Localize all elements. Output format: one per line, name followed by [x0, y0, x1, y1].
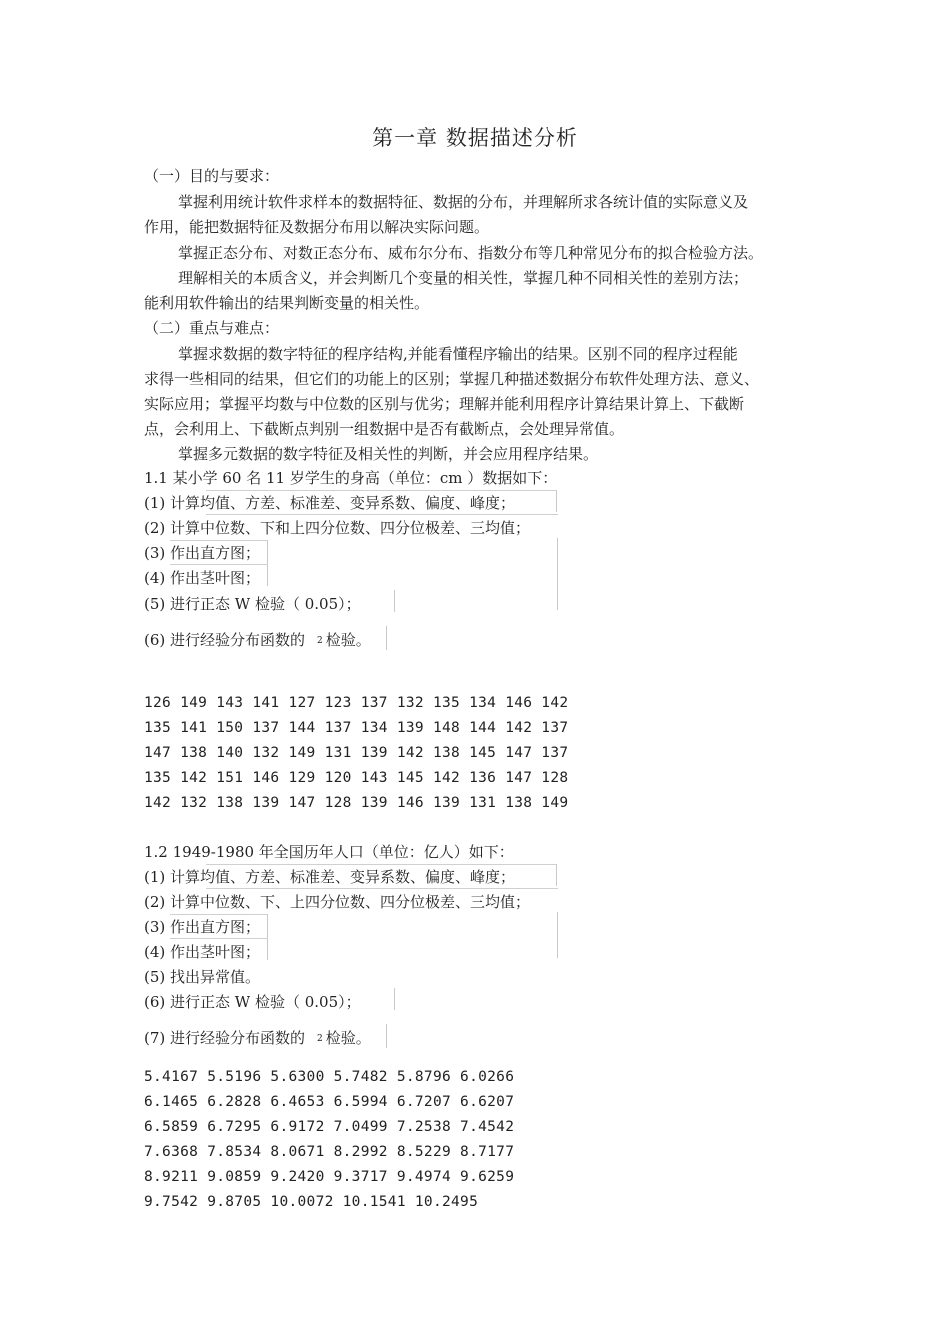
exercise-2-heading: 1.2 1949-1980 年全国历年人口（单位：亿人）如下：: [144, 843, 514, 861]
task-text: (7) 进行经验分布函数的: [144, 1029, 306, 1047]
data-row: 8.9211 9.0859 9.2420 9.3717 9.4974 9.6259: [144, 1169, 515, 1185]
scan-line: [394, 590, 395, 612]
scan-line: [557, 538, 558, 610]
data-row: 5.4167 5.5196 5.6300 5.7482 5.8796 6.0266: [144, 1069, 515, 1085]
data-row: 9.7542 9.8705 10.0072 10.1541 10.2495: [144, 1194, 479, 1210]
key-points-line: 掌握多元数据的数字特征及相关性的判断，并会应用程序结果。: [178, 445, 599, 463]
task-text: 检验。: [325, 1029, 371, 1047]
exercise-2-task: (5) 找出异常值。: [144, 968, 261, 986]
data-row: 135 141 150 137 144 137 134 139 148 144 142 137: [144, 720, 569, 736]
exercise-1-task: (3) 作出直方图；: [144, 544, 261, 562]
data-row: 6.5859 6.7295 6.9172 7.0499 7.2538 7.4542: [144, 1119, 515, 1135]
page-title: 第一章 数据描述分析: [372, 126, 578, 150]
scan-line: [170, 938, 268, 939]
exercise-2-task: [144, 1028, 371, 1049]
objectives-line: 理解相关的本质含义，并会判断几个变量的相关性，掌握几种不同相关性的差别方法；: [178, 269, 749, 287]
objectives-heading: （一）目的与要求：: [144, 167, 280, 185]
exercise-2-task: (4) 作出茎叶图；: [144, 943, 261, 961]
exercise-2-task: (1) 计算均值、方差、标准差、变异系数、偏度、峰度；: [144, 868, 516, 886]
scan-line: [170, 914, 268, 915]
exercise-1-task: (5) 进行正态 W 检验（ 0.05）；: [144, 595, 361, 613]
scan-line: [267, 540, 268, 586]
scan-line: [206, 490, 556, 491]
scan-line: [556, 864, 557, 886]
data-row: 147 138 140 132 149 131 139 142 138 145 147 137: [144, 745, 569, 761]
objectives-line: 能利用软件输出的结果判断变量的相关性。: [144, 294, 430, 312]
scan-line: [170, 564, 268, 565]
exercise-1-task: (4) 作出茎叶图；: [144, 569, 261, 587]
data-row: 7.6368 7.8534 8.0671 8.2992 8.5229 8.7177: [144, 1144, 515, 1160]
scan-line: [394, 988, 395, 1010]
data-row: 126 149 143 141 127 123 137 132 135 134 146 142: [144, 695, 569, 711]
exercise-2-task: (6) 进行正态 W 检验（ 0.05）；: [144, 993, 361, 1011]
scan-line: [386, 626, 387, 650]
exercise-1-task: [144, 630, 371, 651]
objectives-line: 掌握利用统计软件求样本的数据特征、数据的分布，并理解所求各统计值的实际意义及: [178, 193, 749, 211]
exercise-2-task: (2) 计算中位数、下、上四分位数、四分位极差、三均值；: [144, 893, 531, 911]
scan-line: [386, 1024, 387, 1048]
scan-line: [170, 540, 268, 541]
key-points-line: 实际应用；掌握平均数与中位数的区别与优劣；理解并能利用程序计算结果计算上、下截断: [144, 395, 745, 413]
scan-line: [206, 514, 558, 515]
scan-line: [557, 912, 558, 958]
data-row: 135 142 151 146 129 120 143 145 142 136 147 128: [144, 770, 569, 786]
data-row: 6.1465 6.2828 6.4653 6.5994 6.7207 6.6207: [144, 1094, 515, 1110]
objectives-line: 作用，能把数据特征及数据分布用以解决实际问题。: [144, 218, 490, 236]
key-points-line: 掌握求数据的数字特征的程序结构,并能看懂程序输出的结果。区别不同的程序过程能: [178, 345, 738, 363]
key-points-line: 点，会利用上、下截断点判别一组数据中是否有截断点，会处理异常值。: [144, 420, 625, 438]
scan-line: [206, 864, 556, 865]
exercise-1-heading: 1.1 某小学 60 名 11 岁学生的身高（单位：cm ）数据如下：: [144, 469, 558, 487]
key-points-line: 求得一些相同的结果，但它们的功能上的区别；掌握几种描述数据分布软件处理方法、意义、: [144, 370, 760, 388]
scan-line: [267, 914, 268, 960]
task-text: (6) 进行经验分布函数的: [144, 631, 306, 649]
task-text: 检验。: [325, 631, 371, 649]
objectives-line: 掌握正态分布、对数正态分布、威布尔分布、指数分布等几种常见分布的拟合检验方法。: [178, 244, 764, 262]
scan-line: [206, 888, 558, 889]
scan-line: [556, 490, 557, 512]
data-row: 142 132 138 139 147 128 139 146 139 131 138 149: [144, 795, 569, 811]
exercise-1-task: (1) 计算均值、方差、标准差、变异系数、偏度、峰度；: [144, 494, 516, 512]
chi-square-superscript: 2: [317, 636, 323, 646]
exercise-2-task: (3) 作出直方图；: [144, 918, 261, 936]
exercise-1-task: (2) 计算中位数、下和上四分位数、四分位极差、三均值；: [144, 519, 531, 537]
chi-square-superscript: 2: [317, 1034, 323, 1044]
key-points-heading: （二）重点与难点：: [144, 319, 280, 337]
